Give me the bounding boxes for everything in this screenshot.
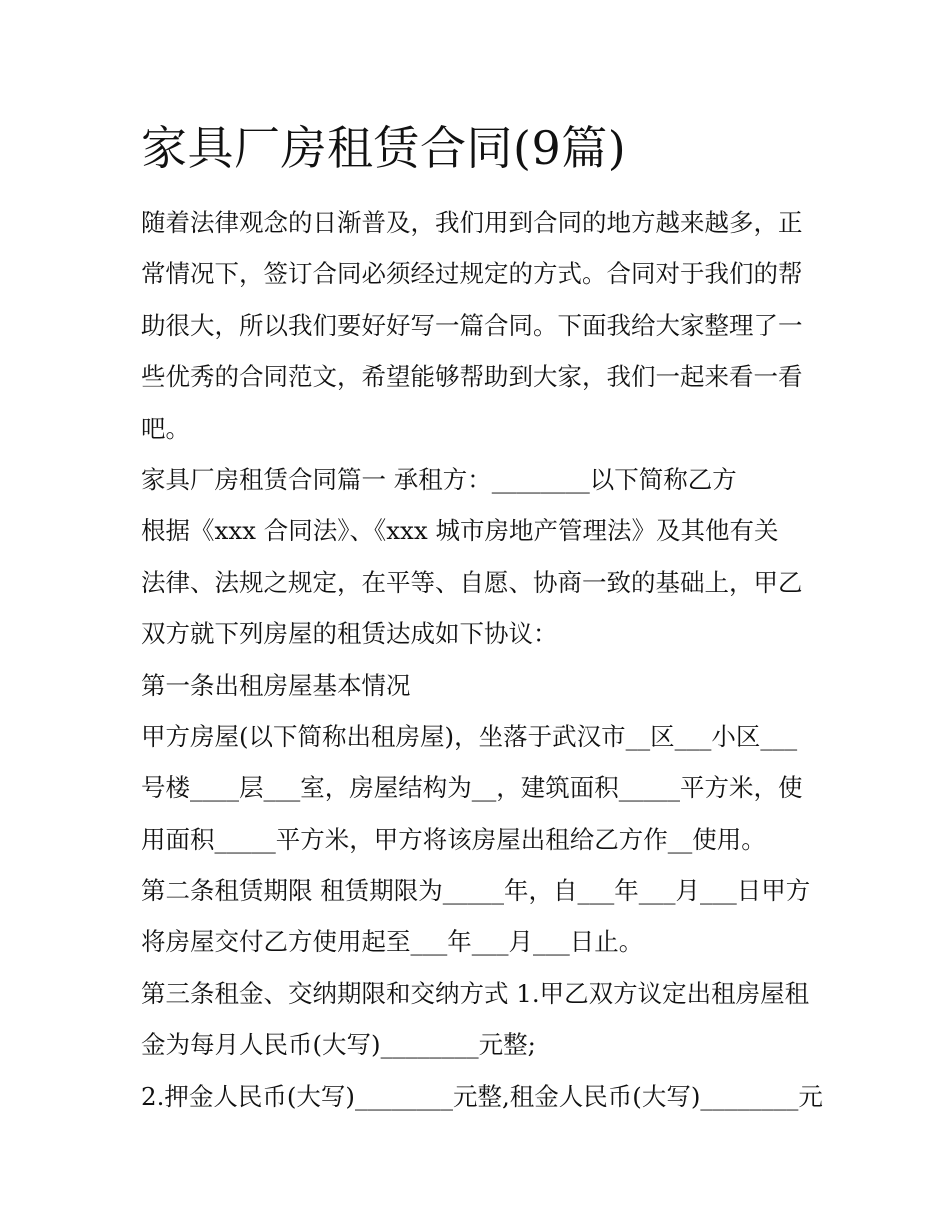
text-line: 号楼____层___室，房屋结构为__，建筑面积_____平方米，使 — [141, 773, 803, 803]
text-line: 随着法律观念的日渐普及，我们用到合同的地方越来越多，正 — [141, 208, 803, 237]
text-line: 2.押金人民币(大写)________元整,租金人民币(大写)________元 — [141, 1081, 823, 1111]
text-line: 将房屋交付乙方使用起至___年___月___日止。 — [141, 927, 644, 957]
text-line: 吧。 — [141, 413, 190, 443]
text-line: 第二条租赁期限 租赁期限为_____年，自___年___月___日甲方 — [141, 876, 811, 906]
text-line: 甲方房屋(以下简称出租房屋)，坐落于武汉市__区___小区___ — [141, 721, 798, 751]
document-body — [141, 197, 821, 1122]
text-line: 用面积_____平方米，甲方将该房屋出租给乙方作__使用。 — [141, 824, 766, 854]
text-line: 法律、法规之规定，在平等、自愿、协商一致的基础上，甲乙 — [141, 567, 803, 597]
text-line: 第一条出租房屋基本情况 — [141, 670, 411, 700]
text-line: 常情况下，签订合同必须经过规定的方式。合同对于我们的帮 — [141, 259, 803, 289]
text-line: 家具厂房租赁合同篇一 承租方：________以下简称乙方 — [141, 464, 737, 494]
text-line: 金为每月人民币(大写)________元整; — [141, 1030, 536, 1060]
text-line: 些优秀的合同范文，希望能够帮助到大家，我们一起来看一看 — [141, 362, 803, 392]
text-line: 助很大，所以我们要好好写一篇合同。下面我给大家整理了一 — [141, 310, 803, 340]
text-line: 根据《xxx 合同法》、《xxx 城市房地产管理法》及其他有关 — [141, 516, 779, 546]
text-line: 第三条租金、交纳期限和交纳方式 1.甲乙双方议定出租房屋租 — [141, 978, 810, 1008]
text-line: 双方就下列房屋的租赁达成如下协议： — [141, 619, 558, 649]
document-title: 家具厂房租赁合同(9篇) — [141, 121, 627, 175]
